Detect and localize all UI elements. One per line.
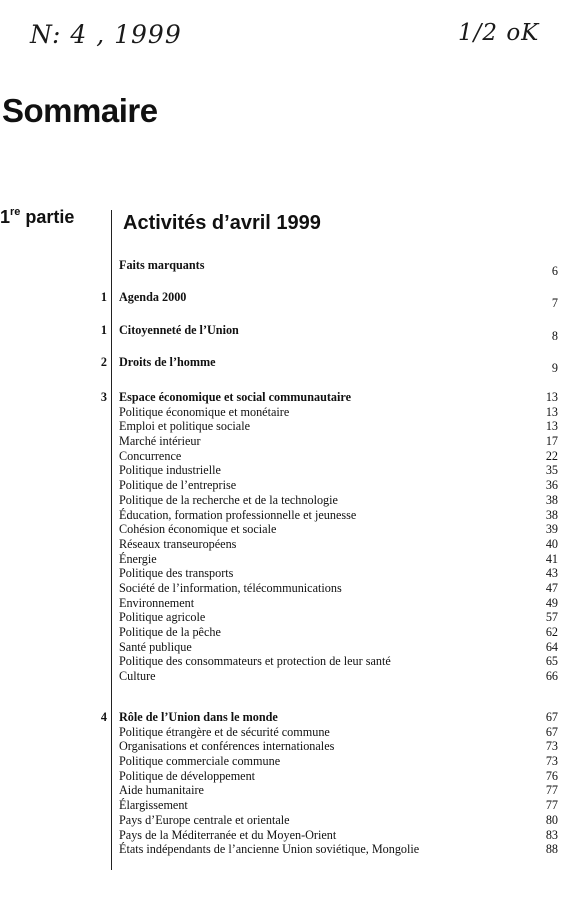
- toc-item-row[interactable]: [0, 669, 568, 684]
- part-number: 1: [0, 207, 11, 227]
- toc-item-label: Pays de la Méditerranée et du Moyen-Orient: [119, 827, 337, 842]
- toc-item-row[interactable]: [0, 522, 568, 537]
- page-number: 57: [545, 610, 558, 625]
- page-number: 35: [545, 463, 558, 478]
- toc-item-label: Politique étrangère et de sécurité commune: [119, 724, 330, 739]
- toc-item-label: Réseaux transeuropéens: [119, 536, 237, 551]
- toc-block: [0, 258, 568, 278]
- toc-item-row[interactable]: [0, 493, 568, 508]
- toc-item-label: Environnement: [119, 595, 195, 610]
- page-number: 77: [545, 798, 558, 813]
- chapter-title: Rôle de l’Union dans le monde: [119, 710, 278, 724]
- page-number: 88: [545, 842, 558, 857]
- toc-item-row[interactable]: [0, 783, 568, 798]
- toc-item-label: Cohésion économique et sociale: [119, 522, 277, 537]
- page-number: 6: [551, 264, 558, 278]
- page-number: 77: [545, 783, 558, 798]
- chapter-number: 3: [100, 390, 107, 404]
- toc-item-label: Politique de la recherche et de la technologie: [119, 492, 338, 507]
- toc-block: [0, 290, 568, 310]
- toc-item-label: Politique de la pêche: [119, 625, 221, 639]
- toc-item-row[interactable]: [0, 508, 568, 523]
- toc-item-row[interactable]: [0, 405, 568, 420]
- toc-item-row[interactable]: [0, 813, 568, 828]
- toc-item-label: Élargissement: [119, 798, 188, 813]
- page-number: 36: [545, 478, 558, 493]
- part-ordinal-suffix: re: [10, 206, 21, 218]
- toc-item-label: Pays d’Europe centrale et orientale: [119, 812, 290, 827]
- toc-chapter-row[interactable]: [0, 355, 568, 375]
- toc-chapter-row[interactable]: [0, 390, 568, 405]
- toc-item-row[interactable]: [0, 449, 568, 464]
- toc-item-row[interactable]: [0, 640, 568, 655]
- chapter-title: Espace économique et social communautaire: [119, 390, 351, 404]
- handwritten-check-note: 1/2 oK: [458, 20, 540, 46]
- page-number: 9: [551, 361, 558, 375]
- toc-item-row[interactable]: [0, 434, 568, 449]
- page-number: 38: [545, 492, 558, 507]
- page-number: 67: [545, 724, 558, 739]
- page-number: 73: [545, 739, 558, 754]
- part-label: [0, 207, 74, 228]
- page-number: 80: [545, 812, 558, 827]
- chapter-number: 4: [100, 710, 107, 724]
- toc-item-row[interactable]: [0, 537, 568, 552]
- page-number: 40: [545, 536, 558, 551]
- toc-item-row[interactable]: [0, 463, 568, 478]
- toc-item-label: Culture: [119, 669, 156, 684]
- toc-item-row[interactable]: [0, 739, 568, 754]
- handwritten-issue-note: N: 4 , 1999: [30, 20, 182, 49]
- page-number: 13: [545, 390, 558, 404]
- page-number: 73: [545, 754, 558, 769]
- chapter-title: Faits marquants: [119, 258, 205, 272]
- toc-item-row[interactable]: [0, 552, 568, 567]
- chapter-title: Agenda 2000: [119, 290, 187, 304]
- toc-item-label: Politique industrielle: [119, 463, 221, 478]
- chapter-number: 1: [100, 323, 107, 337]
- toc-item-label: Politique agricole: [119, 610, 206, 625]
- page-number: 49: [545, 595, 558, 610]
- toc-item-label: Politique des transports: [119, 566, 234, 581]
- toc-item-label: États indépendants de l’ancienne Union soviétique, Mongolie: [119, 842, 420, 857]
- page-number: 38: [545, 507, 558, 522]
- toc-block: [0, 355, 568, 375]
- toc-block: [0, 710, 568, 857]
- toc-chapter-row[interactable]: [0, 710, 568, 725]
- toc-item-row[interactable]: [0, 596, 568, 611]
- toc-item-row[interactable]: [0, 610, 568, 625]
- page-number: 8: [551, 329, 558, 343]
- toc-item-row[interactable]: [0, 419, 568, 434]
- toc-item-label: Société de l’information, télécommunications: [119, 580, 342, 595]
- toc-item-row[interactable]: [0, 769, 568, 784]
- toc-chapter-row[interactable]: [0, 323, 568, 343]
- page-number: 64: [545, 639, 558, 654]
- toc-item-row[interactable]: [0, 625, 568, 640]
- toc-item-label: Politique de développement: [119, 768, 256, 783]
- toc-chapter-row[interactable]: [0, 290, 568, 310]
- toc-item-label: Politique de l’entreprise: [119, 478, 237, 493]
- part-word: partie: [20, 207, 75, 227]
- page-title: Sommaire: [2, 92, 158, 129]
- page-number: 47: [545, 580, 558, 595]
- toc-item-row[interactable]: [0, 828, 568, 843]
- page-number: 17: [545, 434, 558, 449]
- page-number: 83: [545, 827, 558, 842]
- chapter-number: 1: [100, 290, 107, 304]
- toc-block: [0, 323, 568, 343]
- page-number: 7: [551, 296, 558, 310]
- toc-item-row[interactable]: [0, 566, 568, 581]
- toc-item-label: Politique des consommateurs et protection de leur santé: [119, 654, 391, 669]
- toc-chapter-row[interactable]: [0, 258, 568, 278]
- chapter-title: Citoyenneté de l’Union: [119, 323, 239, 337]
- page-number: 62: [545, 625, 558, 639]
- toc-item-row[interactable]: [0, 478, 568, 493]
- toc-item-label: Politique commerciale commune: [119, 754, 281, 769]
- page-number: 41: [545, 551, 558, 566]
- chapter-title: Droits de l’homme: [119, 355, 216, 369]
- page-number: 39: [545, 522, 558, 537]
- toc-item-label: Organisations et conférences internationales: [119, 739, 335, 754]
- toc-item-row[interactable]: [0, 581, 568, 596]
- toc-item-label: Marché intérieur: [119, 434, 201, 449]
- page-number: 43: [545, 566, 558, 581]
- toc-item-label: Concurrence: [119, 448, 182, 463]
- page-number: 13: [545, 419, 558, 434]
- toc-item-label: Énergie: [119, 551, 157, 566]
- page-number: 67: [545, 710, 558, 724]
- page-number: 76: [545, 768, 558, 783]
- toc-item-label: Emploi et politique sociale: [119, 419, 250, 434]
- toc-item-row[interactable]: [0, 798, 568, 813]
- toc-item-row[interactable]: [0, 842, 568, 857]
- toc-item-row[interactable]: [0, 754, 568, 769]
- page-number: 13: [545, 404, 558, 419]
- toc-item-label: Éducation, formation professionnelle et jeunesse: [119, 507, 357, 522]
- toc-item-label: Santé publique: [119, 639, 192, 654]
- toc-item-row[interactable]: [0, 654, 568, 669]
- toc-item-label: Aide humanitaire: [119, 783, 204, 798]
- page-number: 65: [545, 654, 558, 669]
- toc-item-label: Politique économique et monétaire: [119, 404, 290, 419]
- toc-block: [0, 390, 568, 684]
- page-number: 22: [545, 448, 558, 463]
- section-heading: Activités d’avril 1999: [123, 212, 321, 234]
- page-number: 66: [545, 669, 558, 684]
- chapter-number: 2: [100, 355, 107, 369]
- toc-item-row[interactable]: [0, 725, 568, 740]
